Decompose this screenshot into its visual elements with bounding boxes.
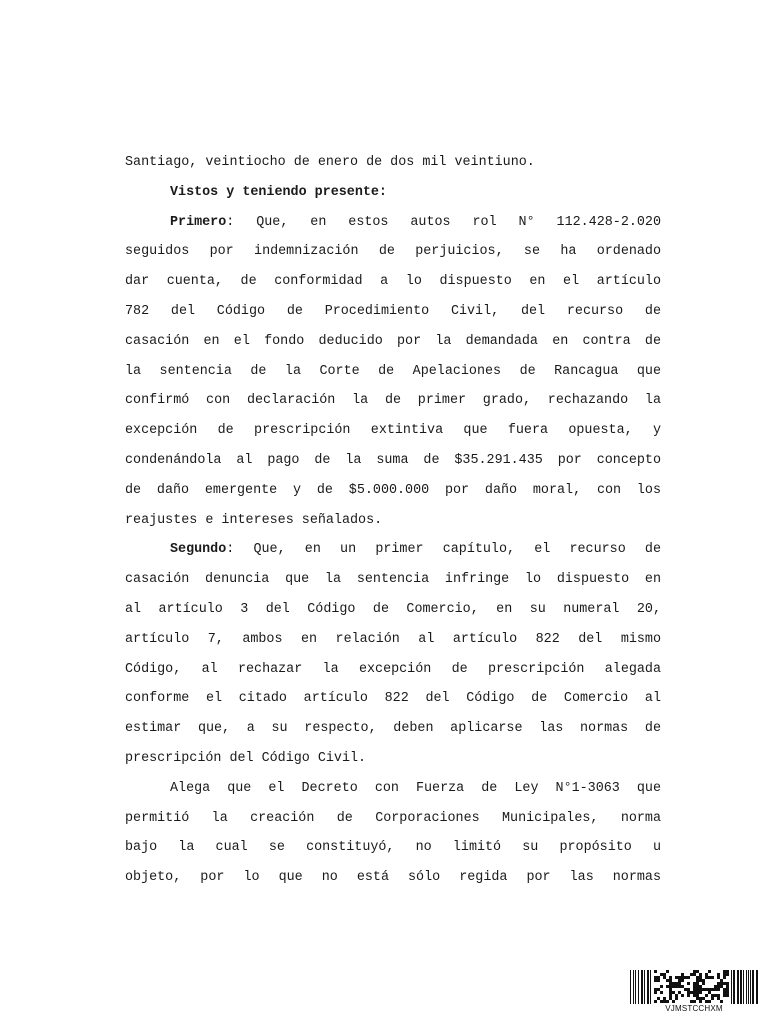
text-line: confirmó con declaración la de primer grado, rechazando la — [125, 393, 661, 409]
text-line: permitió la creación de Corporaciones Municipales, norma — [125, 810, 661, 826]
paragraph-lead-text: : Que, en un primer capítulo, el recurso de — [226, 542, 661, 558]
vistos-heading: Vistos y teniendo presente: — [170, 184, 387, 200]
paragraph-label: Primero — [170, 214, 227, 230]
paragraph-lead-text: : Que, en estos autos rol N° 112.428-2.020 — [226, 214, 661, 230]
paragraph-label: Segundo — [170, 542, 227, 558]
text-line: seguidos por indemnización de perjuicios, se ha ordenado — [125, 244, 661, 260]
text-line: bajo la cual se constituyó, no limitó su propósito u — [125, 840, 661, 856]
text-line: casación en el fondo deducido por la demandada en contra de — [125, 333, 661, 349]
text-line: excepción de prescripción extintiva que fuera opuesta, y — [125, 423, 661, 439]
text-line: al artículo 3 del Código de Comercio, en su numeral 20, — [125, 601, 661, 617]
paragraph-primero-lead — [125, 208, 661, 238]
text-line: conforme el citado artículo 822 del Código de Comercio al — [125, 691, 661, 707]
text-line: la sentencia de la Corte de Apelaciones de Rancagua que — [125, 363, 661, 379]
text-line: casación denuncia que la sentencia infringe lo dispuesto en — [125, 572, 661, 588]
barcode — [630, 970, 758, 1016]
text-line: objeto, por lo que no está sólo regida por las normas — [125, 870, 661, 886]
barcode-code-text: VJMSTCCHXM — [665, 1004, 723, 1013]
text-line: Código, al rechazar la excepción de prescripción alegada — [125, 661, 661, 677]
text-line: prescripción del Código Civil. — [125, 750, 367, 766]
text-line: condenándola al pago de la suma de $35.291.435 por concepto — [125, 452, 661, 468]
text-line: reajustes e intereses señalados. — [125, 512, 383, 528]
paragraph-segundo-lead — [125, 535, 661, 565]
date-line: Santiago, veintiocho de enero de dos mil veintiuno. — [125, 155, 535, 170]
document-body — [125, 148, 661, 893]
text-line: dar cuenta, de conformidad a lo dispuesto en el artículo — [125, 274, 661, 290]
text-line: estimar que, a su respecto, deben aplicarse las normas de — [125, 721, 661, 737]
text-line: artículo 7, ambos en relación al artículo 822 del mismo — [125, 631, 661, 647]
text-line: de daño emergente y de $5.000.000 por daño moral, con los — [125, 482, 661, 498]
paragraph-alega-lead: Alega que el Decreto con Fuerza de Ley N°1-3063 que — [170, 780, 661, 796]
barcode-icon — [630, 970, 758, 1004]
text-line: 782 del Código de Procedimiento Civil, del recurso de — [125, 303, 661, 319]
